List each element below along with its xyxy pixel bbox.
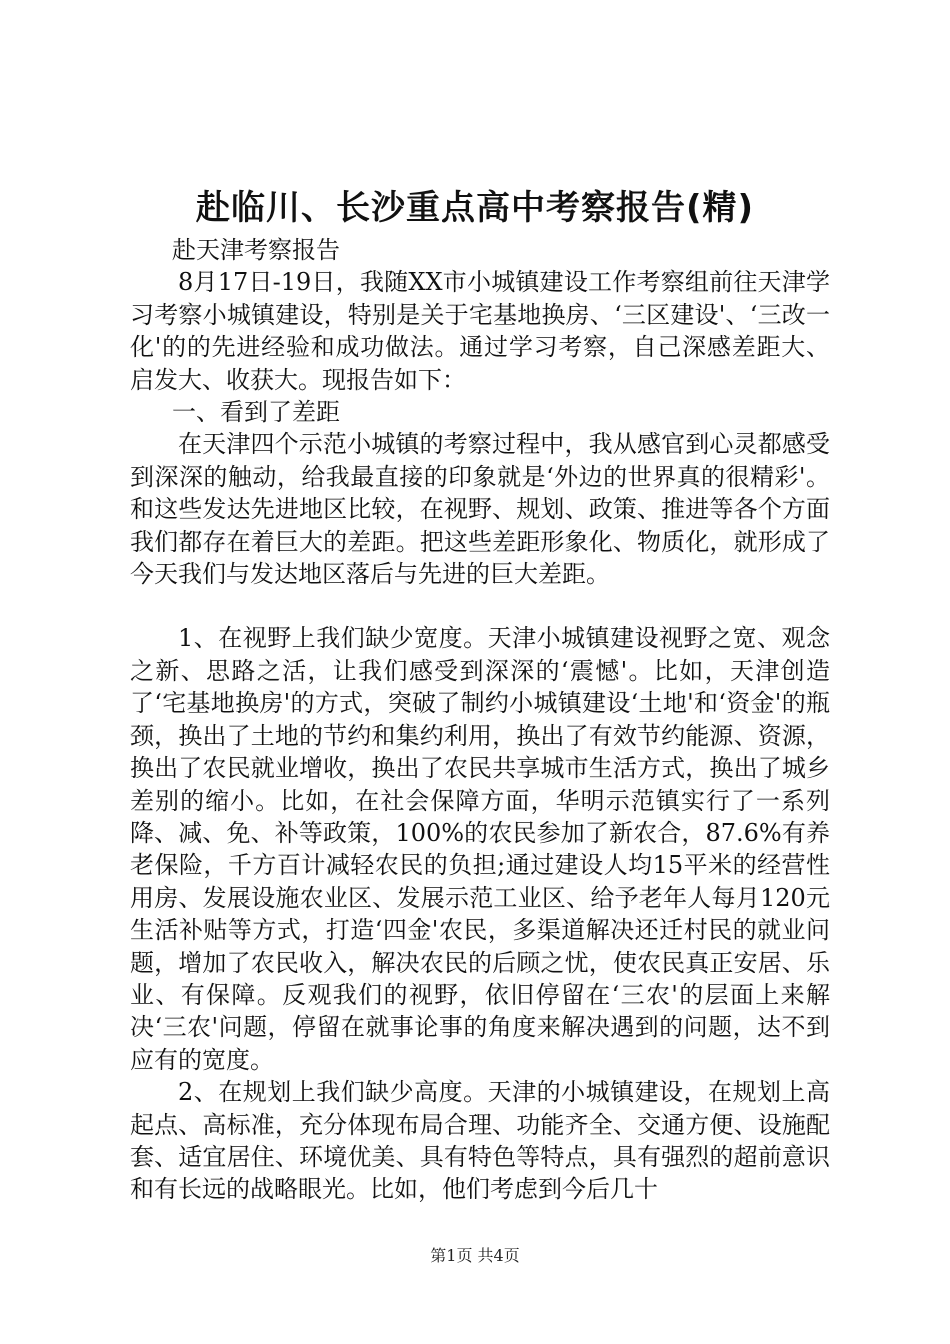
paragraph-gap [130,590,830,622]
document-title: 赴临川、长沙重点高中考察报告(精) [195,188,755,228]
page-footer: 第1页 共4页 [430,1246,520,1265]
section-heading: 一、看到了差距 [172,398,340,427]
body-paragraph: 1、在视野上我们缺少宽度。天津小城镇建设视野之宽、观念之新、思路之活，让我们感受到深深的‘震憾'。比如，天津创造了‘宅基地换房'的方式，突破了制约小城镇建设‘土地'和‘资金'的瓶颈，换出了土地的节约和集约利用，换出了有效节约能源、资源，换出了农民就业增收，换出了农民共享城市生活方式，换出了城乡差别的缩小。比如，在社会保障方面，华明示范镇实行了一系列降、减、免、补等政策，100%的农民参加了新农合，87.6%有养老保险，千方百计减轻农民的负担;通过建设人均15平米的经营性用房、发展设施农业区、发展示范工业区、给予老年人每月120元生活补贴等方式，打造‘四金'农民，多渠道解决还迁村民的就业问题，增加了农民收入，解决农民的后顾之忧，使农民真正安居、乐业、有保障。反观我们的视野，依旧停留在‘三农'的层面上来解决‘三农'问题，停留在就事论事的角度来解决遇到的问题，达不到应有的宽度。 [130,624,830,1074]
document-body [130,234,830,1206]
intro-paragraph: 8月17日-19日，我随XX市小城镇建设工作考察组前往天津学习考察小城镇建设，特别是关于宅基地换房、‘三区建设'、‘三改一化'的的先进经验和成功做法。通过学习考察，自己深感差距大、启发大、收获大。现报告如下： [130,268,830,394]
body-paragraph: 在天津四个示范小城镇的考察过程中，我从感官到心灵都感受到深深的触动，给我最直接的印象就是‘外边的世界真的很精彩'。和这些发达先进地区比较，在视野、规划、政策、推进等各个方面我们都存在着巨大的差距。把这些差距形象化、物质化，就形成了今天我们与发达地区落后与先进的巨大差距。 [130,430,830,589]
body-paragraph: 2、在规划上我们缺少高度。天津的小城镇建设，在规划上高起点、高标准，充分体现布局合理、功能齐全、交通方便、设施配套、适宜居住、环境优美、具有特色等特点，具有强烈的超前意识和有长远的战略眼光。比如，他们考虑到今后几十 [130,1078,830,1204]
subtitle-paragraph: 赴天津考察报告 [172,236,340,264]
